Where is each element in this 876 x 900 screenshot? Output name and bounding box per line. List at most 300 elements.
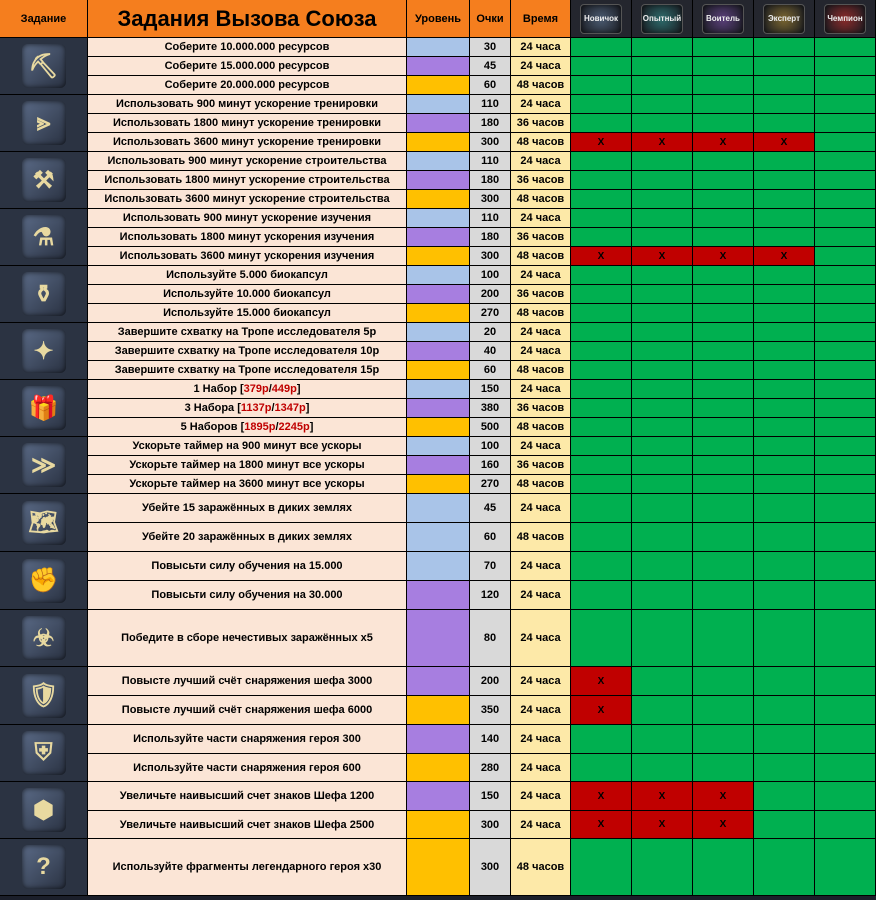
time-value: 48 часов	[516, 250, 565, 262]
tier-header-5	[815, 0, 876, 38]
level-indicator-orange	[407, 247, 470, 266]
training-power-icon: ✊	[22, 559, 66, 603]
training-speedup-icon: ⪢	[22, 101, 66, 145]
x-mark: X	[597, 675, 605, 687]
tier-available-cell	[632, 209, 693, 228]
task-label: Используйте части снаряжения героя 600	[133, 761, 361, 774]
header-task-label: Задание	[20, 12, 67, 25]
time-cell	[511, 114, 571, 133]
tier-available-cell	[693, 380, 754, 399]
task-cell	[88, 399, 407, 418]
x-mark: X	[780, 250, 788, 262]
task-label: Повысьти силу обучения на 15.000	[151, 560, 343, 572]
level-indicator-purple	[407, 581, 470, 610]
task-cell	[88, 171, 407, 190]
tier-available-cell	[815, 811, 876, 839]
tier-available-cell	[754, 581, 815, 610]
tier-available-cell	[754, 399, 815, 418]
task-cell	[88, 456, 407, 475]
task-label: Использовать 1800 минут ускорение строительства	[104, 174, 390, 186]
header-points-label: Очки	[476, 12, 504, 25]
task-cell	[88, 57, 407, 76]
tier-available-cell	[815, 228, 876, 247]
tier-available-cell	[632, 304, 693, 323]
points-cell	[470, 456, 511, 475]
tier-available-cell	[754, 696, 815, 725]
tier-excluded-cell	[632, 133, 693, 152]
task-label: Ускорьте таймер на 900 минут все ускоры	[132, 440, 362, 452]
tier-available-cell	[571, 361, 632, 380]
tier-available-cell	[693, 754, 754, 782]
task-icon-cell	[0, 667, 88, 725]
tier-excluded-cell	[571, 247, 632, 266]
tier-available-cell	[571, 399, 632, 418]
task-label: Повысьти силу обучения на 30.000	[151, 589, 343, 601]
task-cell	[88, 437, 407, 456]
tier-available-cell	[632, 190, 693, 209]
time-cell	[511, 152, 571, 171]
tier-available-cell	[571, 228, 632, 247]
task-cell	[88, 782, 407, 811]
tier-badge-icon	[824, 4, 866, 34]
level-indicator-blue	[407, 552, 470, 581]
task-cell	[88, 76, 407, 95]
task-label: 5 Наборов [	[180, 421, 245, 433]
tier-available-cell	[815, 114, 876, 133]
points-value: 40	[483, 345, 497, 357]
task-label: Используйте фрагменты легендарного героя x30	[112, 861, 382, 873]
tier-available-cell	[754, 152, 815, 171]
tier-available-cell	[693, 696, 754, 725]
level-indicator-purple	[407, 114, 470, 133]
level-indicator-purple	[407, 399, 470, 418]
tier-available-cell	[571, 95, 632, 114]
task-label: Убейте 20 заражённых в диких землях	[141, 531, 353, 543]
task-icon-cell	[0, 552, 88, 610]
points-value: 150	[480, 790, 500, 802]
header-time	[511, 0, 571, 38]
tier-available-cell	[632, 95, 693, 114]
time-value: 24 часа	[520, 704, 561, 716]
points-cell	[470, 581, 511, 610]
tier-available-cell	[693, 38, 754, 57]
task-cell	[88, 361, 407, 380]
time-cell	[511, 57, 571, 76]
level-indicator-orange	[407, 418, 470, 437]
level-indicator-orange	[407, 190, 470, 209]
task-cell	[88, 418, 407, 437]
points-value: 200	[480, 675, 500, 687]
tier-available-cell	[815, 399, 876, 418]
task-cell	[88, 152, 407, 171]
tier-available-cell	[754, 610, 815, 667]
points-cell	[470, 171, 511, 190]
task-icon-cell	[0, 38, 88, 95]
tier-available-cell	[754, 304, 815, 323]
page-title-label: Задания Вызова Союза	[117, 5, 377, 31]
task-cell	[88, 754, 407, 782]
tier-available-cell	[571, 57, 632, 76]
task-label: Ускорьте таймер на 1800 минут все ускоры	[129, 459, 365, 471]
tier-available-cell	[815, 696, 876, 725]
task-label: Использовать 3600 минут ускорение тренировки	[112, 136, 382, 148]
x-mark: X	[658, 136, 666, 148]
tier-available-cell	[571, 190, 632, 209]
tier-available-cell	[632, 399, 693, 418]
time-value: 48 часов	[516, 421, 565, 433]
tier-available-cell	[632, 342, 693, 361]
task-icon-cell	[0, 95, 88, 152]
points-value: 270	[480, 478, 500, 490]
points-value: 45	[483, 502, 497, 514]
points-value: 300	[480, 250, 500, 262]
points-cell	[470, 228, 511, 247]
tier-available-cell	[693, 76, 754, 95]
tier-available-cell	[632, 114, 693, 133]
tier-available-cell	[571, 38, 632, 57]
time-cell	[511, 171, 571, 190]
task-icon-cell	[0, 839, 88, 896]
points-cell	[470, 552, 511, 581]
tier-available-cell	[815, 475, 876, 494]
task-cell	[88, 475, 407, 494]
x-mark: X	[597, 704, 605, 716]
time-cell	[511, 523, 571, 552]
time-cell	[511, 725, 571, 754]
level-indicator-purple	[407, 456, 470, 475]
x-mark: X	[719, 790, 727, 802]
tier-available-cell	[632, 494, 693, 523]
time-value: 24 часа	[520, 98, 561, 110]
tier-header-2	[632, 0, 693, 38]
task-label: Используйте 15.000 биокапсул	[163, 307, 331, 319]
tier-available-cell	[571, 523, 632, 552]
tier-excluded-cell	[693, 811, 754, 839]
time-value: 24 часа	[520, 212, 561, 224]
points-cell	[470, 667, 511, 696]
tier-excluded-cell	[632, 811, 693, 839]
x-mark: X	[597, 819, 605, 830]
wilderness-map-icon: 🗺	[22, 501, 66, 545]
time-cell	[511, 133, 571, 152]
tier-excluded-cell	[693, 247, 754, 266]
task-label: Убейте 15 заражённых в диких землях	[141, 502, 353, 514]
task-icon-cell	[0, 725, 88, 782]
tier-available-cell	[815, 38, 876, 57]
tier-available-cell	[754, 782, 815, 811]
task-cell	[88, 811, 407, 839]
tier-available-cell	[632, 552, 693, 581]
points-cell	[470, 152, 511, 171]
points-cell	[470, 38, 511, 57]
level-indicator-orange	[407, 304, 470, 323]
tier-available-cell	[693, 342, 754, 361]
hero-gear-icon: ⛨	[22, 731, 66, 775]
tier-available-cell	[815, 839, 876, 896]
task-label: Соберите 15.000.000 ресурсов	[164, 60, 330, 72]
tier-available-cell	[815, 456, 876, 475]
points-cell	[470, 361, 511, 380]
points-cell	[470, 133, 511, 152]
tier-excluded-cell	[693, 133, 754, 152]
task-icon-cell	[0, 209, 88, 266]
task-label: 3 Набора [	[184, 402, 241, 414]
points-cell	[470, 725, 511, 754]
points-cell	[470, 247, 511, 266]
task-icon-cell	[0, 437, 88, 494]
points-value: 110	[481, 212, 499, 224]
page-title	[88, 0, 407, 38]
points-value: 60	[483, 531, 497, 543]
tier-badge-label: Чемпион	[827, 14, 863, 23]
points-cell	[470, 811, 511, 839]
level-indicator-blue	[407, 494, 470, 523]
points-cell	[470, 285, 511, 304]
time-cell	[511, 754, 571, 782]
points-value: 200	[480, 288, 500, 300]
tier-available-cell	[754, 171, 815, 190]
tier-available-cell	[632, 361, 693, 380]
tier-available-cell	[693, 285, 754, 304]
points-value: 45	[483, 60, 497, 72]
level-indicator-purple	[407, 342, 470, 361]
infected-rally-icon: ☣	[22, 616, 66, 660]
tier-available-cell	[754, 839, 815, 896]
time-cell	[511, 342, 571, 361]
task-label: Соберите 10.000.000 ресурсов	[164, 41, 330, 53]
points-cell	[470, 266, 511, 285]
task-label: Использовать 1800 минут ускорения изучения	[119, 231, 375, 243]
tier-available-cell	[754, 667, 815, 696]
tier-available-cell	[815, 610, 876, 667]
tier-available-cell	[815, 380, 876, 399]
tier-available-cell	[815, 523, 876, 552]
tier-available-cell	[815, 754, 876, 782]
tier-available-cell	[815, 361, 876, 380]
tier-excluded-cell	[754, 133, 815, 152]
gift-pack-icon: 🎁	[22, 386, 66, 430]
price-rub: 379р	[243, 383, 269, 395]
task-label: Увеличьте наивысший счет знаков Шефа 2500	[119, 818, 375, 831]
points-value: 110	[481, 155, 499, 167]
tier-available-cell	[571, 418, 632, 437]
tier-available-cell	[754, 190, 815, 209]
task-label: Используйте 10.000 биокапсул	[163, 288, 331, 300]
task-label: Ускорьте таймер на 3600 минут все ускоры	[129, 478, 365, 490]
tier-available-cell	[754, 114, 815, 133]
task-label-end: ]	[305, 402, 310, 414]
task-cell	[88, 610, 407, 667]
time-cell	[511, 610, 571, 667]
tier-header-3	[693, 0, 754, 38]
tier-available-cell	[754, 285, 815, 304]
points-value: 100	[480, 269, 500, 281]
points-cell	[470, 523, 511, 552]
tier-available-cell	[754, 380, 815, 399]
time-value: 48 часов	[516, 531, 565, 543]
time-cell	[511, 839, 571, 896]
tier-available-cell	[754, 76, 815, 95]
level-indicator-blue	[407, 209, 470, 228]
tier-excluded-cell	[571, 696, 632, 725]
tier-available-cell	[632, 266, 693, 285]
time-cell	[511, 209, 571, 228]
level-indicator-purple	[407, 171, 470, 190]
tier-available-cell	[693, 494, 754, 523]
points-cell	[470, 114, 511, 133]
points-value: 300	[480, 136, 500, 148]
time-cell	[511, 190, 571, 209]
task-cell	[88, 342, 407, 361]
tier-available-cell	[815, 552, 876, 581]
tier-available-cell	[815, 437, 876, 456]
tier-available-cell	[693, 228, 754, 247]
time-cell	[511, 304, 571, 323]
resource-collect-icon: ⛏	[22, 44, 66, 88]
chef-badge-icon: ⬢	[22, 788, 66, 832]
time-cell	[511, 380, 571, 399]
level-indicator-blue	[407, 380, 470, 399]
tier-available-cell	[571, 266, 632, 285]
tier-available-cell	[571, 839, 632, 896]
task-cell	[88, 552, 407, 581]
time-cell	[511, 266, 571, 285]
task-cell	[88, 228, 407, 247]
tier-available-cell	[632, 475, 693, 494]
task-label: Победите в сборе нечестивых заражённых x5	[121, 632, 373, 644]
time-value: 24 часа	[520, 761, 561, 774]
task-cell	[88, 247, 407, 266]
task-icon-cell	[0, 494, 88, 552]
tier-available-cell	[571, 581, 632, 610]
task-label-end: ]	[309, 421, 314, 433]
tier-badge-label: Эксперт	[767, 14, 801, 23]
level-indicator-blue	[407, 152, 470, 171]
time-value: 36 часов	[516, 117, 565, 129]
tier-available-cell	[693, 152, 754, 171]
time-value: 24 часа	[520, 345, 561, 357]
tier-available-cell	[754, 266, 815, 285]
task-cell	[88, 266, 407, 285]
tier-available-cell	[693, 839, 754, 896]
explorer-trail-icon: ✦	[22, 329, 66, 373]
task-icon-cell	[0, 152, 88, 209]
time-value: 24 часа	[520, 502, 561, 514]
tier-available-cell	[815, 782, 876, 811]
points-value: 60	[483, 364, 497, 376]
biocapsule-icon: ⚱	[22, 272, 66, 316]
tier-available-cell	[693, 190, 754, 209]
task-label: Использовать 900 минут ускорение тренировки	[116, 98, 378, 110]
tier-excluded-cell	[571, 782, 632, 811]
points-cell	[470, 399, 511, 418]
level-indicator-blue	[407, 95, 470, 114]
tier-available-cell	[693, 475, 754, 494]
time-cell	[511, 494, 571, 523]
task-icon-cell	[0, 266, 88, 323]
header-points	[470, 0, 511, 38]
points-value: 120	[480, 589, 500, 601]
tier-excluded-cell	[632, 782, 693, 811]
tier-available-cell	[754, 475, 815, 494]
tier-available-cell	[815, 171, 876, 190]
level-indicator-orange	[407, 696, 470, 725]
tier-available-cell	[754, 437, 815, 456]
tier-available-cell	[754, 523, 815, 552]
time-value: 24 часа	[520, 326, 561, 338]
tier-available-cell	[754, 494, 815, 523]
level-indicator-orange	[407, 361, 470, 380]
tier-available-cell	[754, 418, 815, 437]
tier-available-cell	[693, 552, 754, 581]
tier-available-cell	[571, 380, 632, 399]
x-mark: X	[658, 790, 666, 802]
tier-header-1	[571, 0, 632, 38]
tier-available-cell	[815, 209, 876, 228]
tier-available-cell	[571, 610, 632, 667]
points-value: 160	[480, 459, 500, 471]
task-cell	[88, 323, 407, 342]
x-mark: X	[597, 250, 605, 262]
x-mark: X	[597, 136, 605, 148]
level-indicator-orange	[407, 475, 470, 494]
task-label: Увеличьте наивысший счет знаков Шефа 1200	[119, 790, 375, 802]
points-value: 110	[481, 98, 499, 110]
tier-available-cell	[815, 342, 876, 361]
points-value: 140	[480, 733, 500, 745]
task-label: Использовать 3600 минут ускорения изучения	[119, 250, 375, 262]
price-separator: /	[275, 421, 279, 433]
x-mark: X	[719, 136, 727, 148]
time-cell	[511, 418, 571, 437]
time-value: 48 часов	[516, 307, 565, 319]
research-speedup-icon: ⚗	[22, 215, 66, 259]
time-value: 36 часов	[516, 459, 565, 471]
task-cell	[88, 114, 407, 133]
tier-available-cell	[754, 456, 815, 475]
tier-available-cell	[754, 552, 815, 581]
task-label: Завершите схватку на Тропе исследователя 5р	[117, 326, 377, 338]
points-cell	[470, 380, 511, 399]
x-mark: X	[780, 136, 788, 148]
points-cell	[470, 494, 511, 523]
points-value: 180	[480, 174, 500, 186]
tier-available-cell	[632, 380, 693, 399]
points-cell	[470, 95, 511, 114]
points-value: 300	[480, 861, 500, 873]
task-icon-cell	[0, 610, 88, 667]
price-rub: 1137р	[240, 402, 272, 414]
task-label: Повысте лучший счёт снаряжения шефа 3000	[121, 675, 373, 687]
time-cell	[511, 552, 571, 581]
x-mark: X	[658, 250, 666, 262]
level-indicator-orange	[407, 133, 470, 152]
tier-badge-label: Опытный	[642, 14, 682, 23]
tier-available-cell	[571, 456, 632, 475]
points-cell	[470, 475, 511, 494]
tier-available-cell	[693, 418, 754, 437]
price-separator: /	[271, 402, 275, 414]
header-level	[407, 0, 470, 38]
time-value: 24 часа	[520, 440, 561, 452]
level-indicator-orange	[407, 76, 470, 95]
tier-available-cell	[571, 475, 632, 494]
time-value: 24 часа	[520, 818, 561, 831]
points-cell	[470, 190, 511, 209]
level-indicator-purple	[407, 228, 470, 247]
tier-available-cell	[754, 323, 815, 342]
points-value: 30	[483, 41, 497, 53]
